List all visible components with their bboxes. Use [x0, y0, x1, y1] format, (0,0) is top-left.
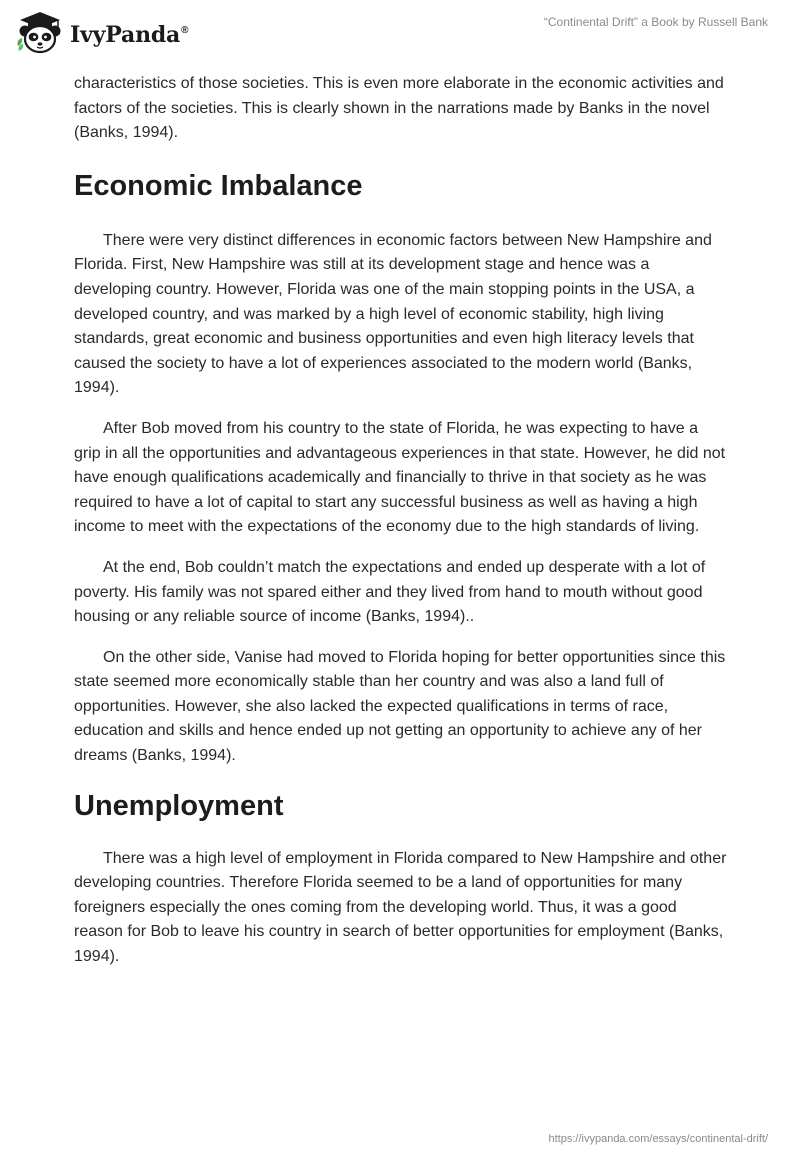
paragraph: There were very distinct differences in economic factors between New Hampshire and Florida. First, New Hampshire was still at its development stage and hence was a developing country. However, Florida was one of the main stopping points in the USA, a developed country, and was marked by a high level of economic stability, high living standards, great economic and business opportunities and even high literacy levels that caused the society to have a lot of experiences associated to the modern world (Banks, 1994).	[74, 231, 712, 397]
paragraph: On the other side, Vanise had moved to Florida hoping for better opportunities since this state seemed more economically stable than her country and was also a land full of opportunities. However, she also lacked the expected qualifications in terms of race, education and skills and hence ended up not getting an opportunity to achieve any of her dreams (Banks, 1994).	[74, 648, 726, 765]
section-heading-unemployment: Unemployment	[74, 789, 284, 822]
paragraph: After Bob moved from his country to the state of Florida, he was expecting to have a grip in all the opportunities and advantageous experiences in that state. However, he did not have enough qualifications academically and financially to thrive in that society as he was required to have a lot of capital to start any successful business as well as having a high income to meet with the expectations of the economy due to the high standards of living.	[74, 419, 726, 536]
paragraph: At the end, Bob couldn’t match the expectations and ended up desperate with a lot of poverty. His family was not spared either and they lived from hand to mouth without good housing or any reliable source of income (Banks, 1994)..	[74, 558, 706, 626]
ivypanda-logo[interactable]	[14, 10, 188, 54]
paragraph: There was a high level of employment in Florida compared to New Hampshire and other developing countries. Therefore Florida seemed to be a land of opportunities for many foreigners especially the ones coming from the developing world. Thus, it was a good reason for Bob to leave his country in search of better opportunities for employment (Banks, 1994).	[74, 849, 727, 966]
section-heading-economic-imbalance: Economic Imbalance	[74, 169, 363, 202]
registered-mark: ®	[181, 25, 189, 36]
document-title: “Continental Drift” a Book by Russell Bank	[543, 15, 768, 29]
page-header	[0, 0, 800, 64]
intro-paragraph: characteristics of those societies. This is even more elaborate in the economic activities and factors of the societies. This is clearly shown in the narrations made by Banks in the novel (Banks, 1994).	[74, 75, 724, 142]
brand-name: IvyPanda®	[70, 22, 189, 48]
essay-body	[74, 72, 729, 986]
footer-source-url[interactable]: https://ivypanda.com/essays/continental-drift/	[548, 1133, 768, 1145]
panda-graduate-icon	[14, 10, 66, 54]
